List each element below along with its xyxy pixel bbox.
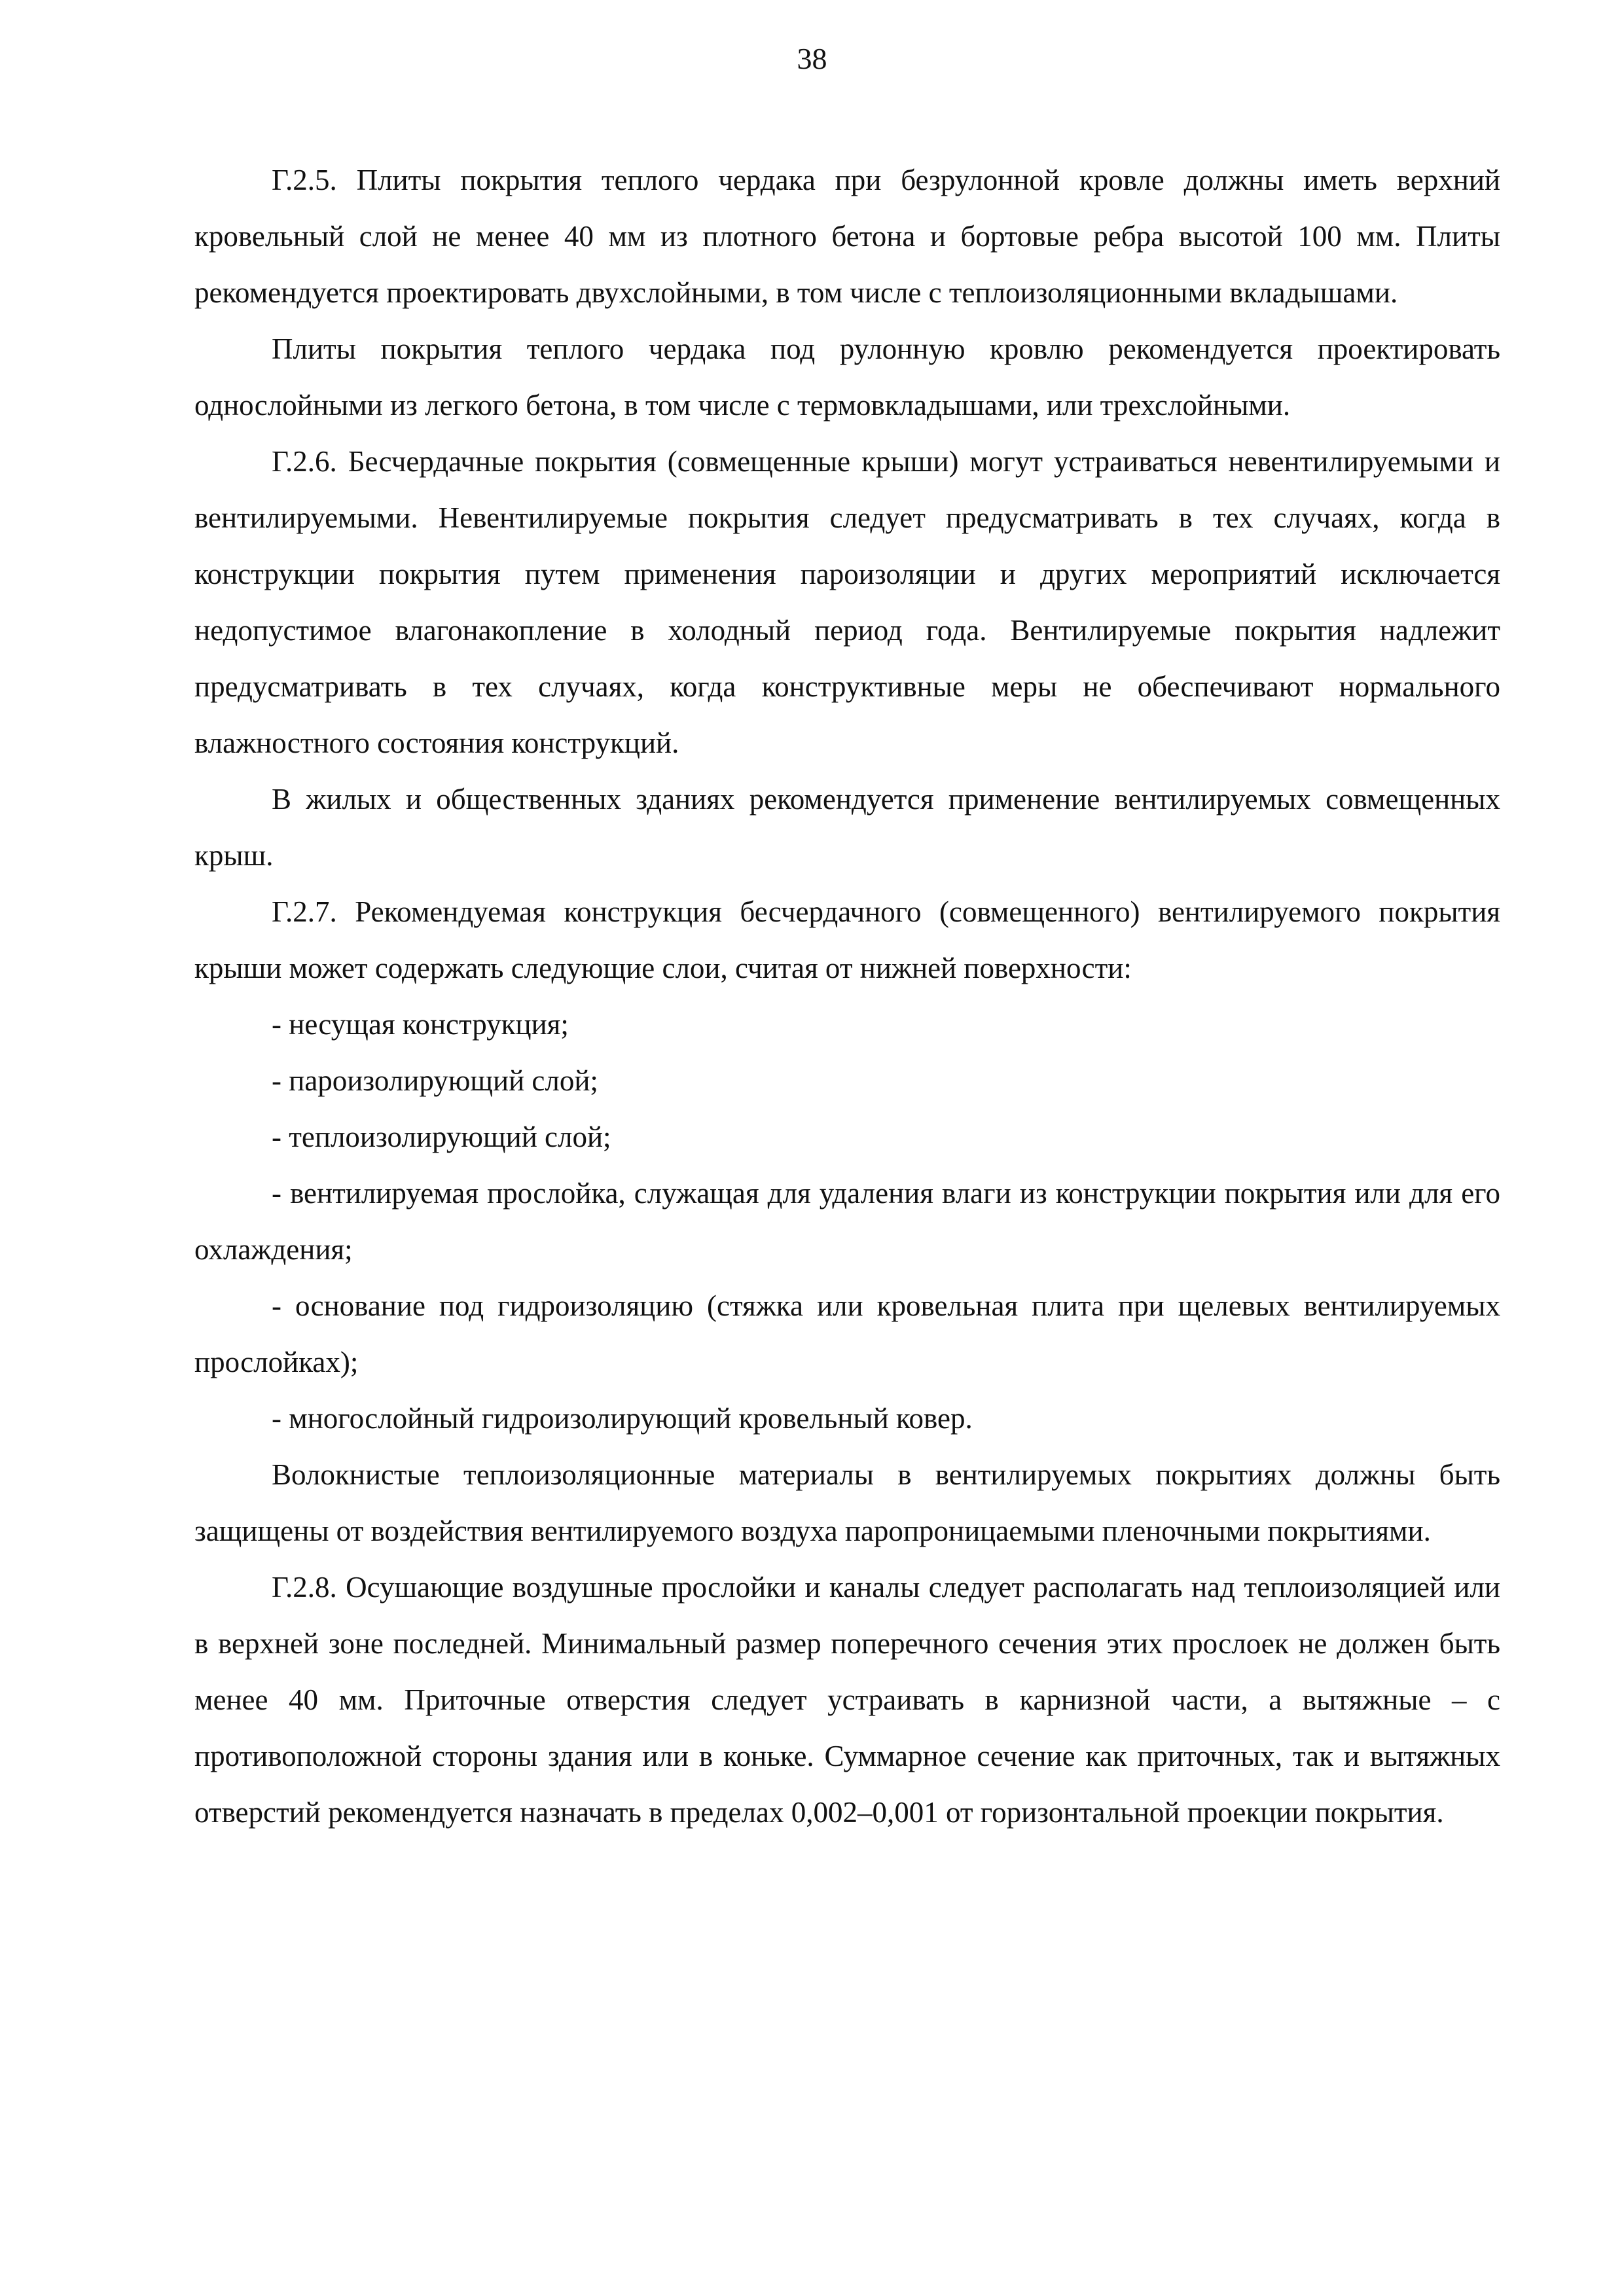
- clause-text: Бесчердачные покрытия (совмещенные крыши) могут устраиваться невентилируемыми и вентилируемыми. Невентилируемые покрытия следует предусматривать в тех случаях, когда в конструкции покрытия путем применения пароизоляции и других мероприятий исключается недопустимое влагонакопление в холодный период года. Вентилируемые покрытия надлежит предусматривать в тех случаях, когда конструктивные меры не обеспечивают нормального влажностного состояния конструкций.: [194, 445, 1501, 759]
- paragraph-text: В жилых и общественных зданиях рекомендуется применение вентилируемых совмещенных крыш.: [194, 783, 1500, 872]
- list-item-vapor-barrier: - пароизолирующий слой;: [272, 1064, 598, 1097]
- clause-text: Плиты покрытия теплого чердака при безрулонной кровле должны иметь верхний кровельный слой не менее 40 мм из плотного бетона и бортовые ребра высотой 100 мм. Плиты рекомендуется проектировать двухслойными, в том числе с теплоизоляционными вкладышами.: [194, 164, 1500, 309]
- list-item-roofing-carpet: - многослойный гидроизолирующий кровельный ковер.: [272, 1402, 973, 1435]
- clause-g-2-7: [194, 884, 1500, 996]
- clause-g-2-5: [194, 152, 1500, 321]
- paragraph-residential-buildings: [194, 771, 1500, 884]
- list-item-waterproofing-base: - основание под гидроизоляцию (стяжка или кровельная плита при щелевых вентилируемых прослойках);: [194, 1289, 1500, 1378]
- clause-number: Г.2.7.: [272, 895, 337, 928]
- clause-number: Г.2.6.: [272, 445, 337, 478]
- clause-text: Осушающие воздушные прослойки и каналы следует располагать над теплоизоляцией или в верхней зоне последней. Минимальный размер поперечного сечения этих прослоек не должен быть менее 40 мм. Приточные отверстия следует устраивать в карнизной части, а вытяжные – с противоположной стороны здания или в коньке. Суммарное сечение как приточных, так и вытяжных отверстий рекомендуется назначать в пределах 0,002–0,001 от горизонтальной проекции покрытия.: [194, 1571, 1501, 1829]
- paragraph-fibrous-insulation: [194, 1446, 1500, 1559]
- list-item-thermal-insulation: - теплоизолирующий слой;: [272, 1121, 611, 1153]
- clause-g-2-6: [194, 433, 1500, 771]
- paragraph-text: Волокнистые теплоизоляционные материалы в вентилируемых покрытиях должны быть защищены от воздействия вентилируемого воздуха паропроницаемыми пленочными покрытиями.: [194, 1458, 1500, 1547]
- clause-g-2-8: [194, 1559, 1500, 1840]
- clause-text: Рекомендуемая конструкция бесчердачного (совмещенного) вентилируемого покрытия крыши может содержать следующие слои, считая от нижней поверхности:: [194, 895, 1500, 984]
- list-item-bearing-structure: - несущая конструкция;: [272, 1008, 569, 1041]
- paragraph-text: Плиты покрытия теплого чердака под рулонную кровлю рекомендуется проектировать однослойными из легкого бетона, в том числе с термовкладышами, или трехслойными.: [194, 332, 1500, 422]
- list-item-ventilated-layer: - вентилируемая прослойка, служащая для удаления влаги из конструкции покрытия или для его охлаждения;: [194, 1177, 1500, 1266]
- paragraph-warm-attic-roll-roof: [194, 321, 1500, 433]
- clause-number: Г.2.8.: [272, 1571, 337, 1604]
- document-body: [194, 152, 1500, 1840]
- clause-number: Г.2.5.: [272, 164, 337, 196]
- page-number: 38: [797, 42, 827, 75]
